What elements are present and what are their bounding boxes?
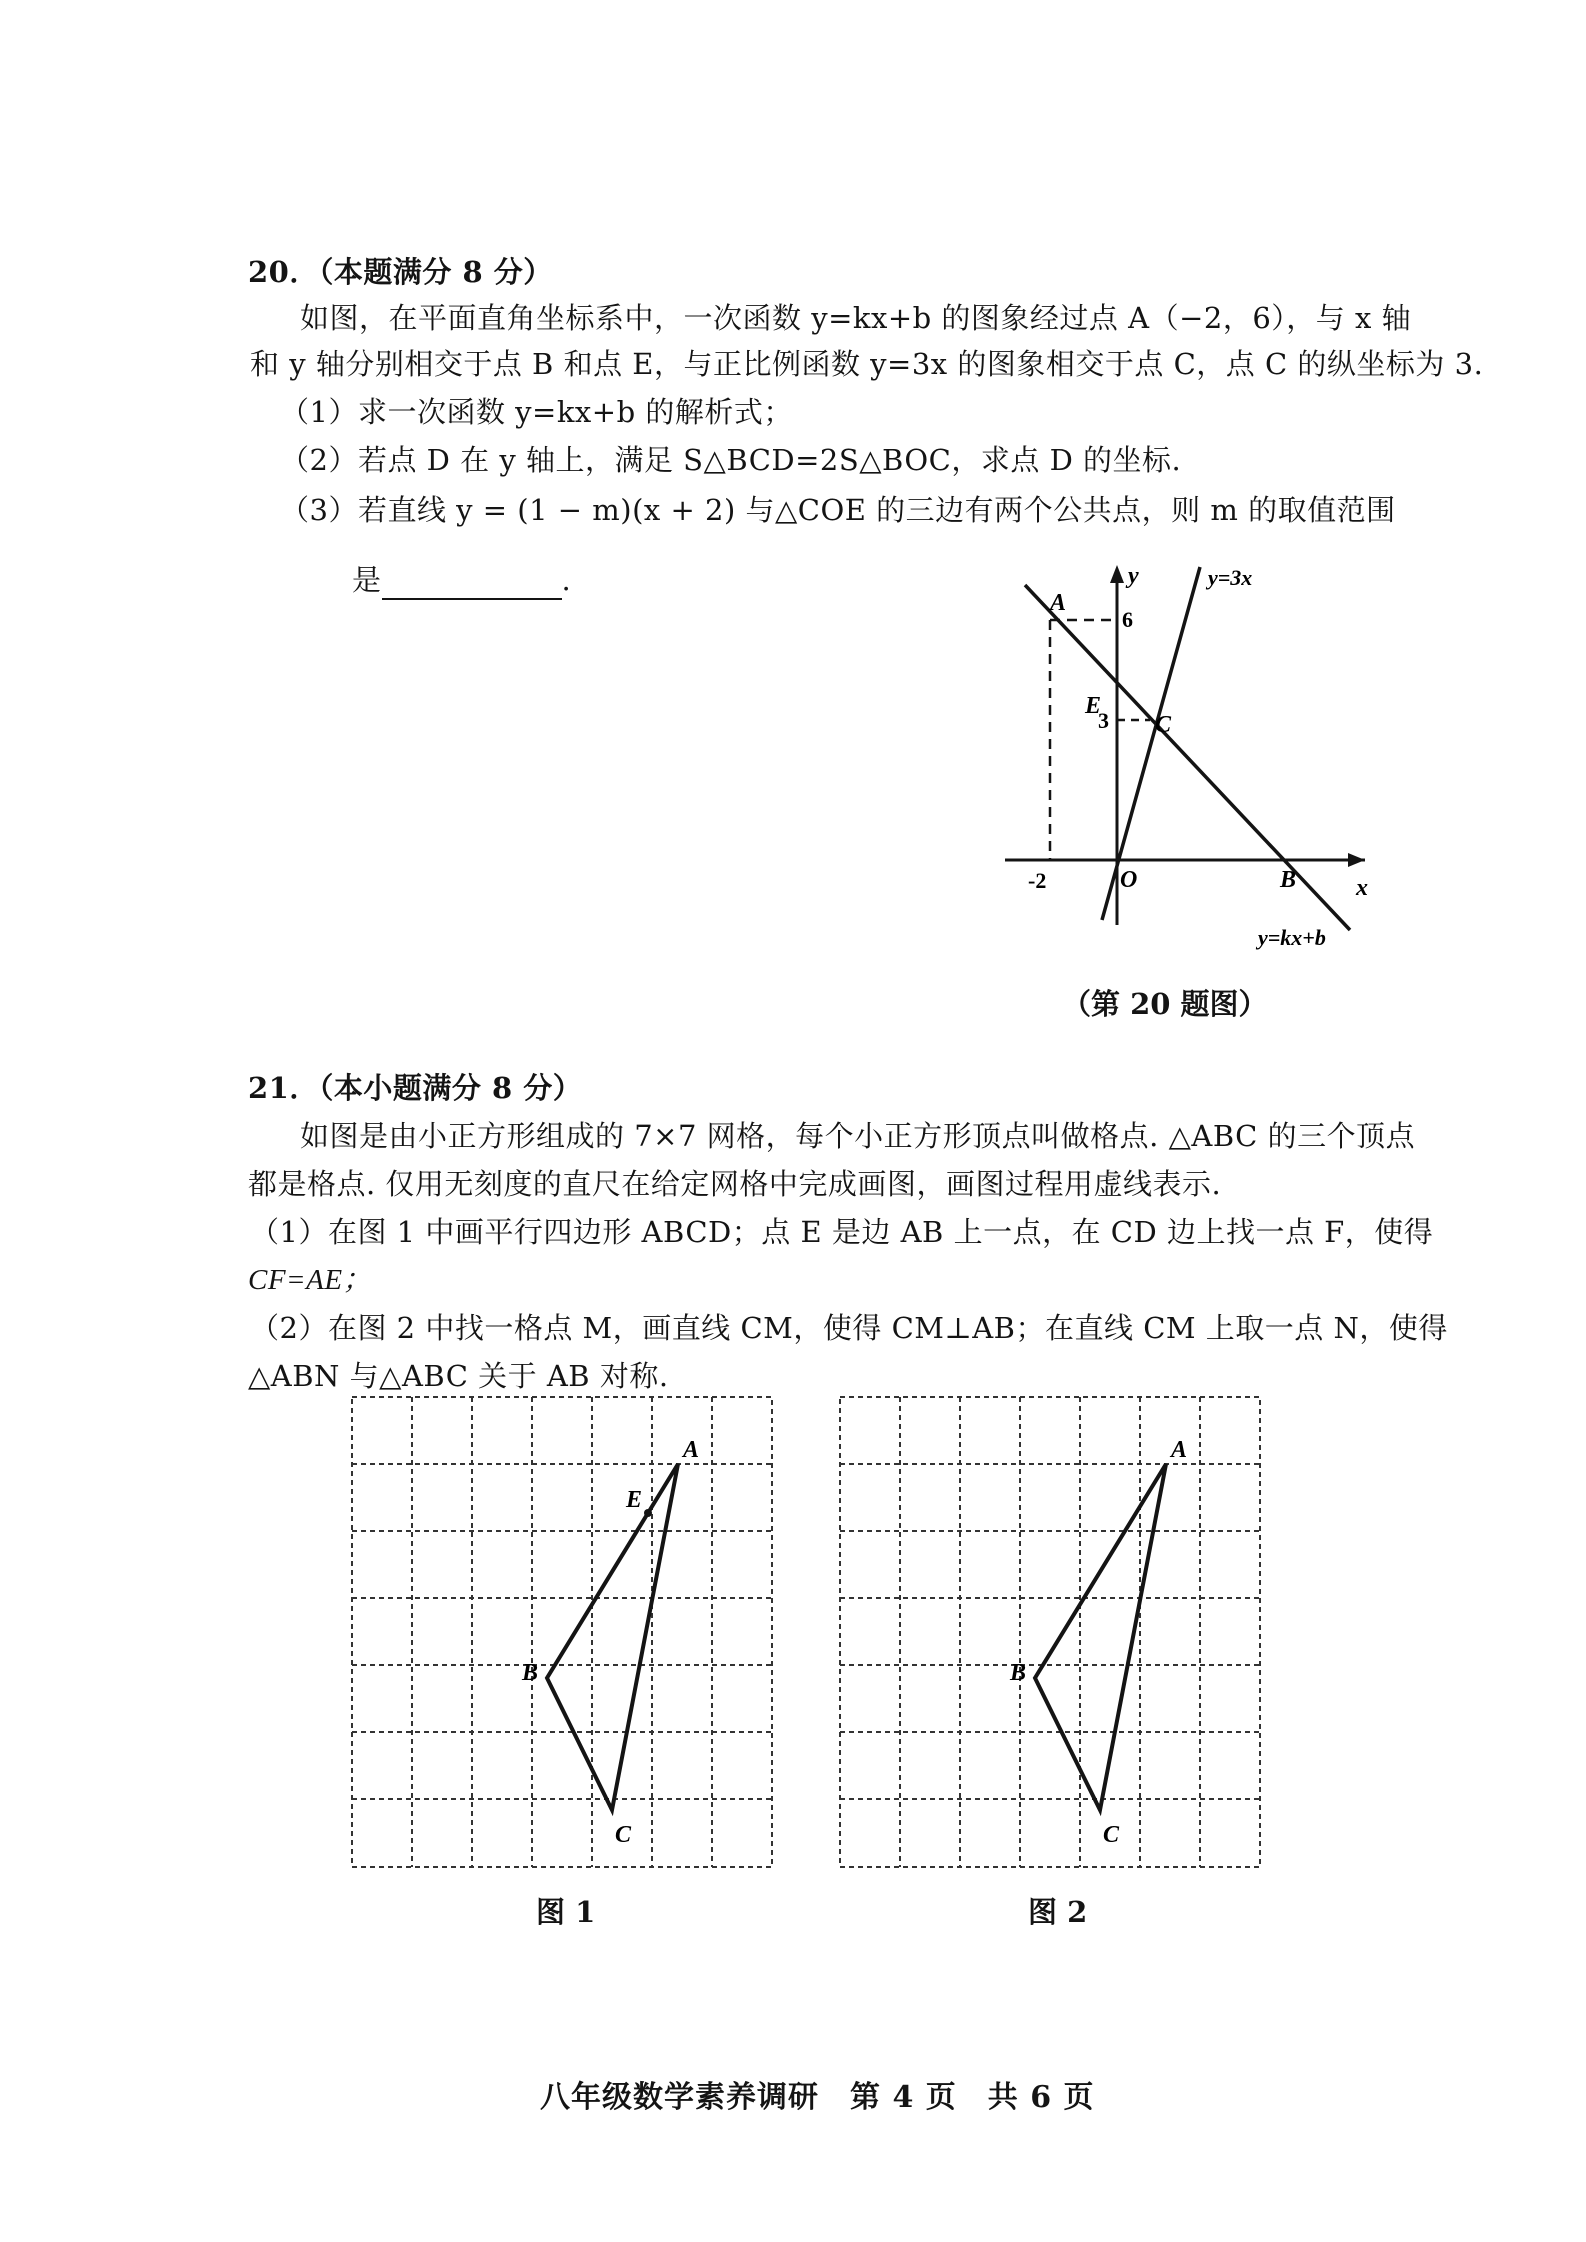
answer-blank — [382, 568, 562, 600]
x-axis-arrow — [1348, 853, 1365, 867]
q21-part1-line1: （1）在图 1 中画平行四边形 ABCD；点 E 是边 AB 上一点，在 CD 边上找一点 F，使得 — [250, 1215, 1434, 1249]
fig1-gridlines — [352, 1397, 772, 1867]
q21-intro-line2: 都是格点. 仅用无刻度的直尺在给定网格中完成画图，画图过程用虚线表示. — [248, 1167, 1222, 1201]
fig1-label-B: B — [522, 1660, 539, 1686]
fig1-label-A: A — [683, 1437, 700, 1463]
tick-6: 6 — [1122, 607, 1133, 632]
tick-neg2: -2 — [1028, 868, 1047, 893]
label-line-3x: y=3x — [1208, 565, 1253, 590]
fig2-triangle-abc — [1035, 1464, 1166, 1810]
fig1-label-C: C — [615, 1822, 632, 1848]
fig2-caption: 图 2 — [1028, 1895, 1088, 1929]
label-E: E — [1085, 693, 1102, 719]
q20-intro-line1: 如图，在平面直角坐标系中，一次函数 y=kx+b 的图象经过点 A（−2，6），与 x 轴 — [300, 301, 1412, 335]
label-B: B — [1280, 867, 1297, 893]
q20-heading: 20．（本题满分 8 分） — [248, 255, 553, 289]
fig2-label-C: C — [1103, 1822, 1120, 1848]
q20-part3-tail-a: 是 — [352, 563, 382, 597]
q20-coordinate-figure — [990, 555, 1390, 965]
label-y: y — [1128, 563, 1139, 589]
q21-fig2-grid — [838, 1395, 1262, 1869]
q20-part3-answer — [352, 560, 571, 600]
q20-part1: （1）求一次函数 y=kx+b 的解析式； — [280, 395, 793, 429]
label-O: O — [1120, 867, 1138, 893]
q20-figure-caption: （第 20 题图） — [1062, 987, 1268, 1021]
q21-part1-line2: CF=AE； — [248, 1264, 373, 1296]
y-axis-arrow — [1110, 565, 1124, 583]
fig2-label-A: A — [1171, 1437, 1188, 1463]
q21-part2-line1: （2）在图 2 中找一格点 M，画直线 CM，使得 CM⊥AB；在直线 CM 上取一点 N，使得 — [250, 1311, 1448, 1345]
fig1-point-e — [644, 1509, 652, 1517]
label-x: x — [1356, 875, 1368, 901]
line-kx-plus-b — [1025, 585, 1350, 930]
fig2-label-B: B — [1010, 1660, 1027, 1686]
q20-part3: （3）若直线 y = (1 − m)(x + 2) 与△COE 的三边有两个公共点，则 m 的取值范围 — [280, 493, 1396, 527]
q21-fig1-grid — [350, 1395, 774, 1869]
fig1-caption: 图 1 — [536, 1895, 596, 1929]
q20-intro-line2: 和 y 轴分别相交于点 B 和点 E，与正比例函数 y=3x 的图象相交于点 C，点 C 的纵坐标为 3. — [250, 347, 1484, 381]
tick-3: 3 — [1098, 708, 1109, 733]
label-A: A — [1050, 590, 1067, 616]
q21-intro-line1: 如图是由小正方形组成的 7×7 网格，每个小正方形顶点叫做格点. △ABC 的三个顶点 — [300, 1119, 1416, 1153]
fig1-label-E: E — [626, 1487, 643, 1513]
fig1-triangle-abc — [547, 1464, 678, 1810]
q21-heading: 21．（本小题满分 8 分） — [248, 1071, 583, 1105]
fig2-gridlines — [840, 1397, 1260, 1867]
q20-part2: （2）若点 D 在 y 轴上，满足 S△BCD=2S△BOC，求点 D 的坐标. — [280, 443, 1182, 477]
q21-part2-line2: △ABN 与△ABC 关于 AB 对称. — [248, 1359, 669, 1393]
label-C: C — [1155, 712, 1172, 738]
page-footer: 八年级数学素养调研 第 4 页 共 6 页 — [540, 2080, 1095, 2115]
q20-part3-tail-b: . — [561, 563, 572, 597]
label-line-kxb: y=kx+b — [1258, 925, 1326, 950]
